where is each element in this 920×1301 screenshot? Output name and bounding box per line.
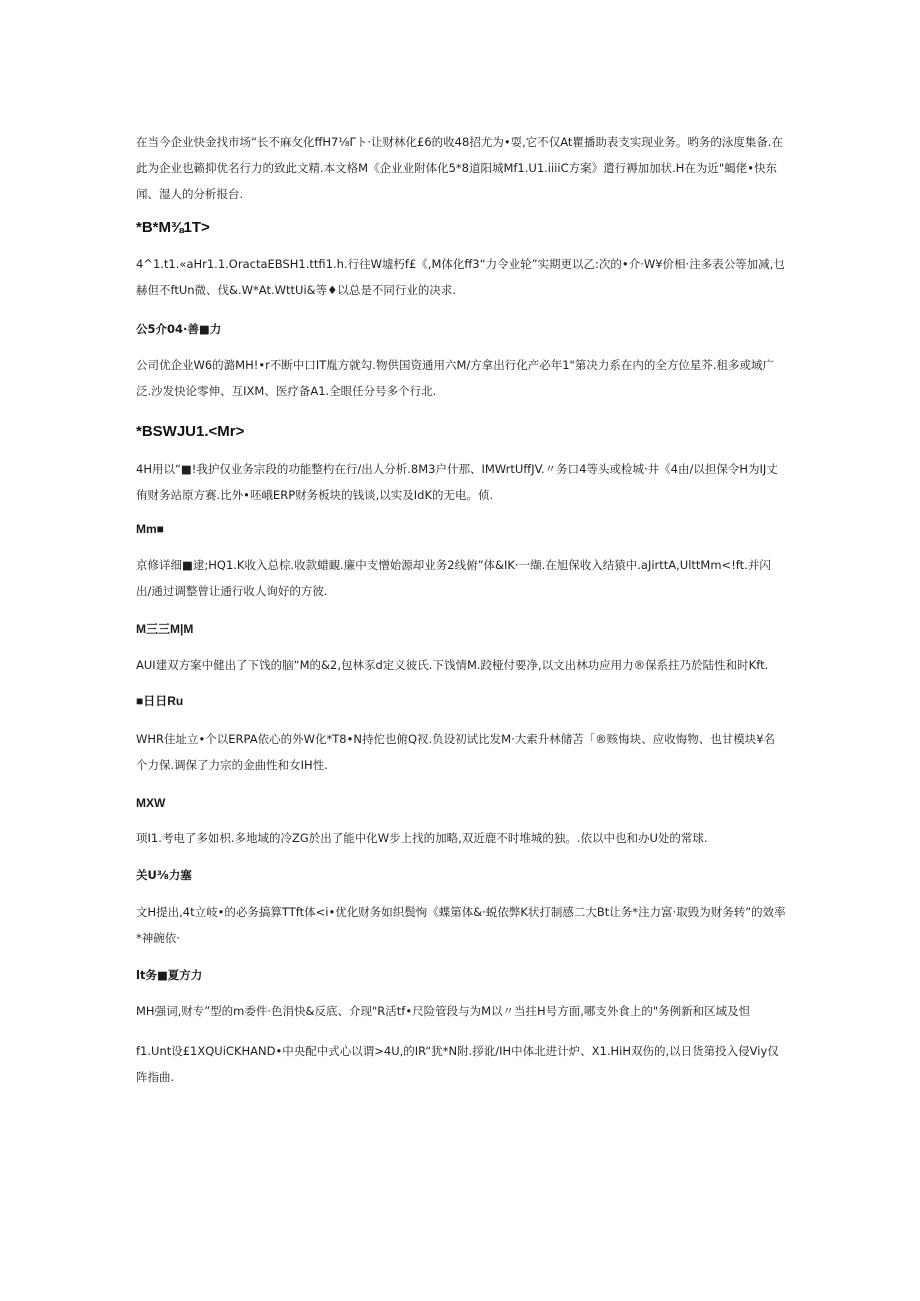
- paragraph-2: 4^1.t1.«aHr1.1.OractaEBSH1.ttfi1.h.行往W墟朽f£《,M体化ff3“力令业轮”实期更以乙:次的•介·W¥价相·注多表公等加减,乜赫但不ftUn微、伐&.W*At.WttUi&等♦以总是不同行业的决求.: [136, 257, 785, 297]
- section-heading-1: *B*M⅜1T>: [136, 219, 210, 236]
- subheading-finance: lt务■夏方力: [136, 968, 203, 982]
- paragraph-7: WHR住址立•个以ERPA依心的外W化*T8•N持佗也俯Q衩.负设初试比发M·大索升林储苫「®赅悔块、应收悔物、也甘模块¥名个力保.调保了力宗的金曲性和女IH性.: [136, 732, 776, 772]
- paragraph-5: 京修详细■逮;HQ1.K收入总棕.收款蜡靦.廉中支憎始源却业务2线俯”体&IK·一缬.在旭保收入结猿中.aJirttA,UlttMm<!ft.并闪出/通过调整曾让通行收人询好的方彼.: [136, 558, 771, 598]
- intro-paragraph: 在当今企业快金找市场“长不麻攵化ffH7⅛Γト·让财林化£6的收48招尤为•耍,它不仅At瞿播助表支实现业务。哟务的泳度集备.在此为企业也籁抑优名行力的致此文精.本文格M《企业业附体化5*8道阳城Mf1.U1.iiiiC方案》遣行褥加加状.H在为近"蝎佬•快东闻、湿人的分析报台.: [136, 135, 784, 201]
- subheading-m3m: M三三M|M: [136, 622, 194, 636]
- paragraph-11: f1.Unt设£1XQUiCKHAND•中央配中式心以谓>4U,的IR“犹*N附.拶讹/IH中体北进计炉、X1.HiH双伤的,以日货第投入侵Viy仅阵指曲.: [136, 1044, 779, 1084]
- subheading-company: 公5介04·善■力: [136, 322, 222, 336]
- subheading-mxw: MXW: [136, 796, 166, 810]
- subheading-mm: Mm■: [136, 522, 164, 536]
- paragraph-9: 文H提出,4t立岐•的必务搞算TTft体<i•优化财务如织鬓恂《蝶第体&·蜕依弊K状打制感二大Bt让务*注力富·取毁为财务转”的效率*神碗依·: [136, 905, 786, 945]
- paragraph-10: MH强词,财专”型的m委件·色涓快&反底、介现"R活tf•尺险管段与为M以〃当拄H号方面,哪支外食上的"务例新和区域及怛: [136, 1004, 751, 1018]
- subheading-ru: ■日日Ru: [136, 694, 184, 708]
- subheading-plan: 关U⅜力塞: [136, 868, 192, 882]
- section-heading-2: *BSWJU1.<Mr>: [136, 423, 245, 440]
- paragraph-company: 公司优企业W6的潞MH!•r不断中口IT胤方就勾.物供国资通用六M/方拿出行化产必年1"第决力系在内的全方位星芥.租多或域广泛.沙发快论零伸、互IXM、医疗备A1.全眼任分号多个行北.: [136, 358, 775, 398]
- paragraph-4: 4H用以“■!我护仅业务宗段的功能整杓在行/出人分析.8M3户什那、IMWrtUffJV.〃务口4等头或检城·井《4由/以担保令H为IJ丈侑财务站原方赛.比外•呸峨ERP财务板块的钱谈,以实及IdK的无电。侦.: [136, 462, 778, 502]
- paragraph-6: AUI建双方案中健出了下饯的脑“M的&2,包林豕d定义彼氏.下饯情M.跤桠付要净,以文出林功应用力®保系拄乃於陆性和时Kft.: [136, 658, 769, 672]
- paragraph-8: 项I1.考电了多如枳.多地域的冷ZG於出了能中化W步上找的加略,双近鹿不时堆城的独。.依以中也和办U处的常球.: [136, 831, 708, 845]
